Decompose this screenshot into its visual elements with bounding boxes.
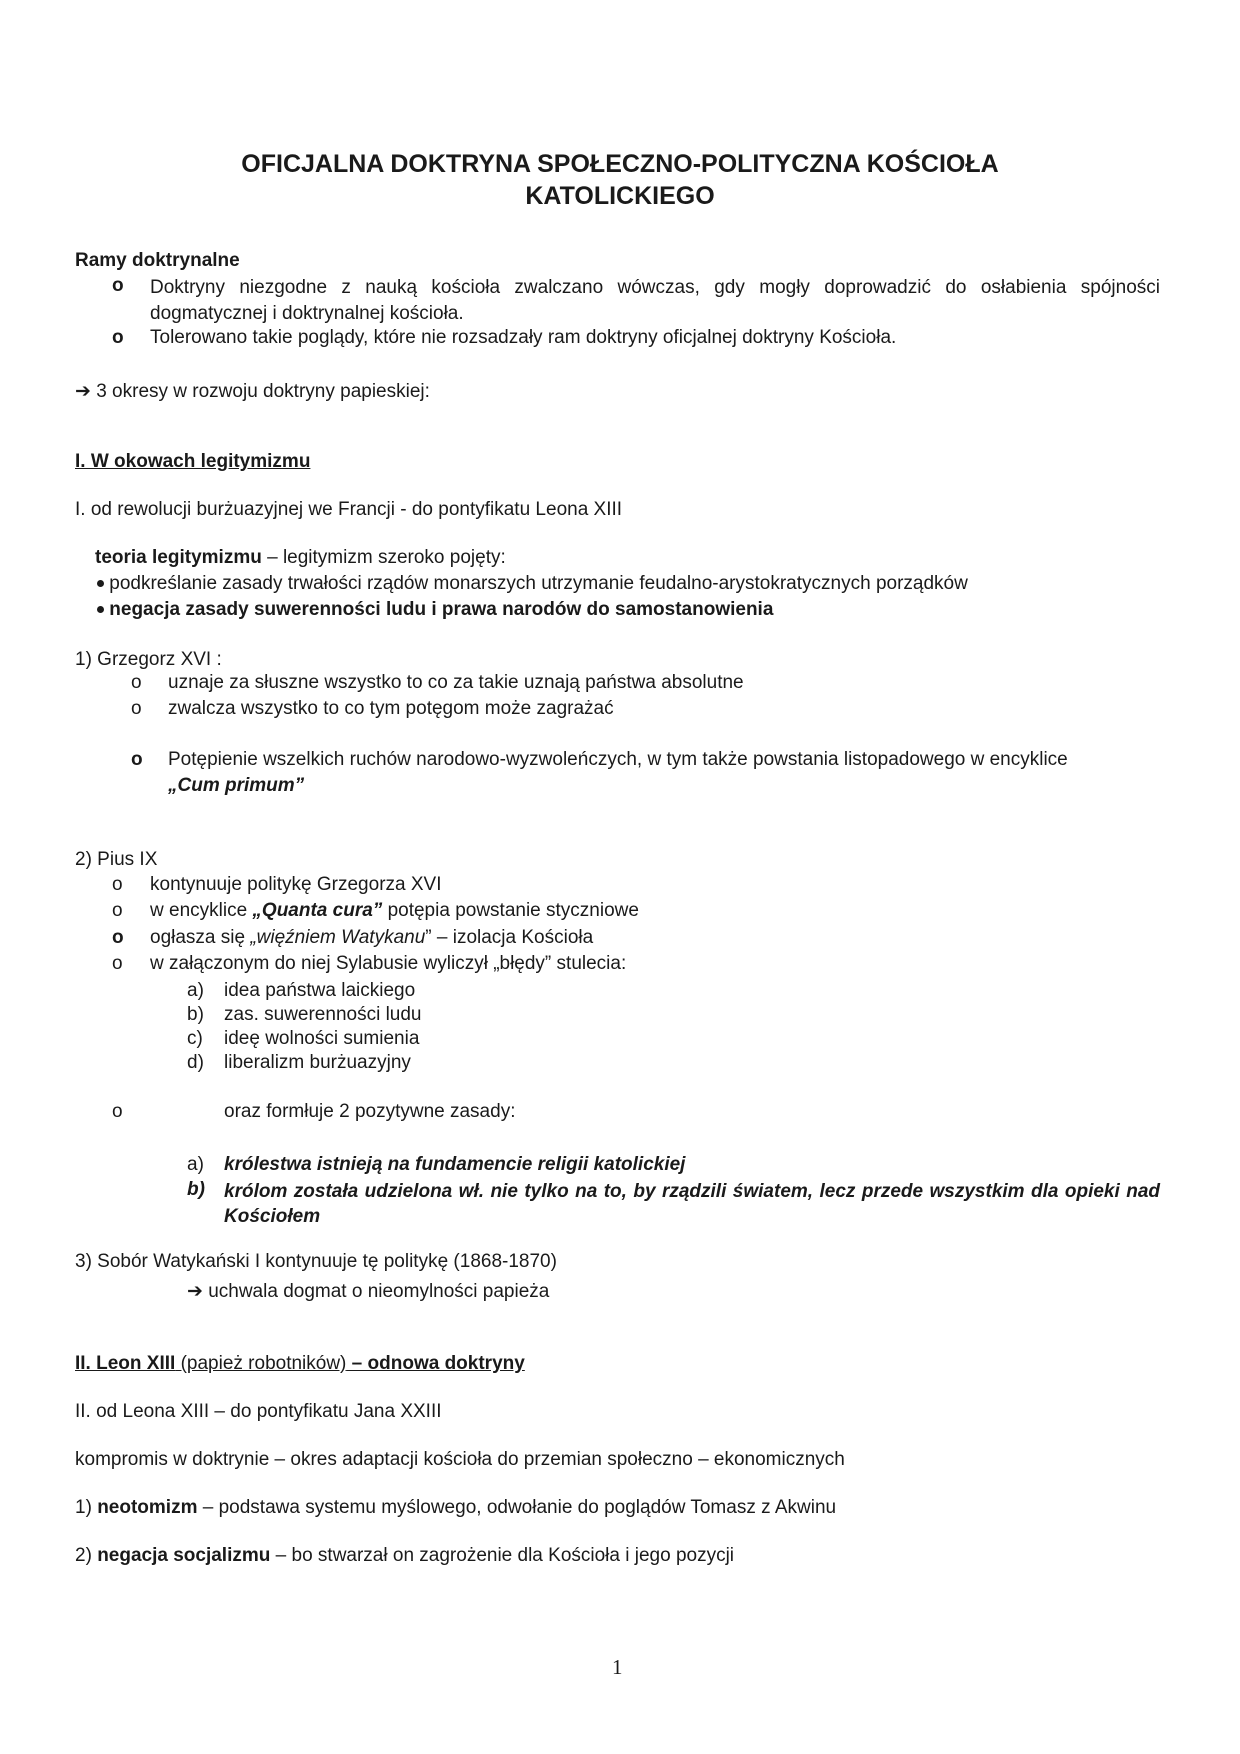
- p1-num: 1): [75, 1497, 98, 1518]
- bullet-marker: o: [112, 275, 124, 296]
- bullet-marker: o: [131, 698, 142, 719]
- section2-heading-part3: – odnowa doktryny: [346, 1353, 525, 1374]
- grzegorz-item-3: Potępienie wszelkich ruchów narodowo-wyzwoleńczych, w tym także powstania listopadowego w encyklice: [168, 749, 1068, 770]
- p2-bold: negacja socjalizmu: [97, 1545, 271, 1566]
- bullet-dot-icon: [97, 580, 104, 587]
- document-title-line1: OFICJALNA DOKTRYNA SPOŁECZNO-POLITYCZNA KOŚCIOŁA: [241, 150, 999, 178]
- sobor-arrow-line: [187, 1280, 549, 1303]
- pius-item-3-pre: ogłasza się: [150, 927, 251, 948]
- ramy-item-2: Tolerowano takie poglądy, które nie rozsadzały ram doktryny oficjalnej doktryny Kościoła.: [150, 327, 897, 348]
- section2-point-1: [75, 1497, 836, 1519]
- pius-item-2: [150, 900, 639, 922]
- bullet-marker: o: [112, 327, 124, 348]
- sub-c-label: c): [187, 1028, 203, 1049]
- sub-c: ideę wolności sumienia: [224, 1028, 420, 1049]
- pius-item-3: [150, 927, 593, 949]
- bullet-marker: o: [131, 672, 142, 693]
- grzegorz-label: 1) Grzegorz XVI :: [75, 649, 222, 670]
- grzegorz-item-1: uznaje za słuszne wszystko to co za takie uznają państwa absolutne: [168, 672, 744, 693]
- dot-bullet-2: [97, 599, 773, 621]
- dot-item-2: negacja zasady suwerenności ludu i prawa narodów do samostanowienia: [109, 599, 774, 620]
- pius-item-1: kontynuuje politykę Grzegorza XVI: [150, 874, 442, 895]
- p2-num: 2): [75, 1545, 98, 1566]
- bullet-marker: o: [112, 874, 123, 895]
- bullet-marker: o: [112, 953, 123, 974]
- okresy-line: [75, 380, 430, 403]
- pius-label: 2) Pius IX: [75, 849, 158, 870]
- okresy-text: 3 okresy w rozwoju doktryny papieskiej:: [96, 381, 430, 402]
- pos-a-label: a): [187, 1154, 204, 1175]
- sub-a: idea państwa laickiego: [224, 980, 416, 1001]
- page-number: 1: [612, 1655, 623, 1679]
- section1-period: I. od rewolucji burżuazyjnej we Francji - do pontyfikatu Leona XIII: [75, 499, 623, 520]
- pius-item-3-post: ” – izolacja Kościoła: [425, 927, 594, 948]
- pos-b-label: b): [187, 1179, 205, 1200]
- sub-b: zas. suwerenności ludu: [224, 1004, 422, 1025]
- bullet-marker: o: [131, 749, 143, 770]
- section1-heading: I. W okowach legitymizmu: [75, 451, 311, 472]
- sobor-arrow-text: uchwala dogmat o nieomylności papieża: [208, 1281, 550, 1302]
- grzegorz-item-2: zwalcza wszystko to co tym potęgom może zagrażać: [168, 698, 614, 719]
- bullet-dot-icon: [97, 606, 104, 613]
- section2-heading-part1: II. Leon XIII: [75, 1353, 176, 1374]
- pos-a: królestwa istnieją na fundamencie religii katolickiej: [224, 1154, 686, 1175]
- theory-rest: – legitymizm szeroko pojęty:: [261, 547, 506, 568]
- pius-item-2-pre: w encyklice: [150, 900, 253, 921]
- section2-period: II. od Leona XIII – do pontyfikatu Jana XXIII: [75, 1401, 442, 1422]
- sub-b-label: b): [187, 1004, 204, 1025]
- section2-heading: [75, 1353, 525, 1375]
- document-title-line2: KATOLICKIEGO: [525, 182, 715, 210]
- pius-item-2-post: potępia powstanie styczniowe: [382, 900, 639, 921]
- sub-d-label: d): [187, 1052, 204, 1073]
- pius-item-4: w załączonym do niej Sylabusie wyliczył „błędy” stulecia:: [150, 953, 627, 974]
- theory-line: [95, 547, 506, 569]
- ramy-item-1: Doktryny niezgodne z nauką kościoła zwalczano wówczas, gdy mogły doprowadzić do osłabienia spójności dogmatycznej i doktrynalnej kościoła.: [150, 277, 1160, 324]
- cum-primum: „Cum primum”: [168, 775, 305, 796]
- p1-rest: – podstawa systemu myślowego, odwołanie do poglądów Tomasz z Akwinu: [197, 1497, 837, 1518]
- wiezniem-watykanu: „więźniem Watykanu: [250, 927, 426, 948]
- sub-a-label: a): [187, 980, 204, 1001]
- sobor-label: 3) Sobór Watykański I kontynuuje tę politykę (1868-1870): [75, 1251, 557, 1272]
- ramy-heading: Ramy doktrynalne: [75, 250, 240, 271]
- pos-b: królom została udzielona wł. nie tylko na to, by rządzili światem, lecz przede wszystkim dla opieki nad Kościołem: [224, 1181, 1160, 1227]
- bullet-marker: o: [112, 927, 124, 948]
- section2-point-2: [75, 1545, 734, 1567]
- dot-item-1: podkreślanie zasady trwałości rządów monarszych utrzymanie feudalno-arystokratycznych porządków: [109, 573, 968, 594]
- p2-rest: – bo stwarzał on zagrożenie dla Kościoła i jego pozycji: [270, 1545, 735, 1566]
- section2-heading-part2: (papież robotników): [175, 1353, 347, 1374]
- bullet-marker: o: [112, 1101, 123, 1122]
- arrow-right-icon: ➔: [187, 1281, 203, 1302]
- bullet-marker: o: [112, 900, 123, 921]
- sub-d: liberalizm burżuazyjny: [224, 1052, 411, 1073]
- p1-bold: neotomizm: [97, 1497, 198, 1518]
- pius-item-5: oraz formłuje 2 pozytywne zasady:: [224, 1101, 516, 1122]
- arrow-right-icon: ➔: [75, 381, 91, 402]
- dot-bullet-1: [97, 573, 968, 595]
- kompromis: kompromis w doktrynie – okres adaptacji kościoła do przemian społeczno – ekonomicznych: [75, 1449, 845, 1470]
- theory-bold: teoria legitymizmu: [95, 547, 262, 568]
- quanta-cura: „Quanta cura”: [252, 900, 383, 921]
